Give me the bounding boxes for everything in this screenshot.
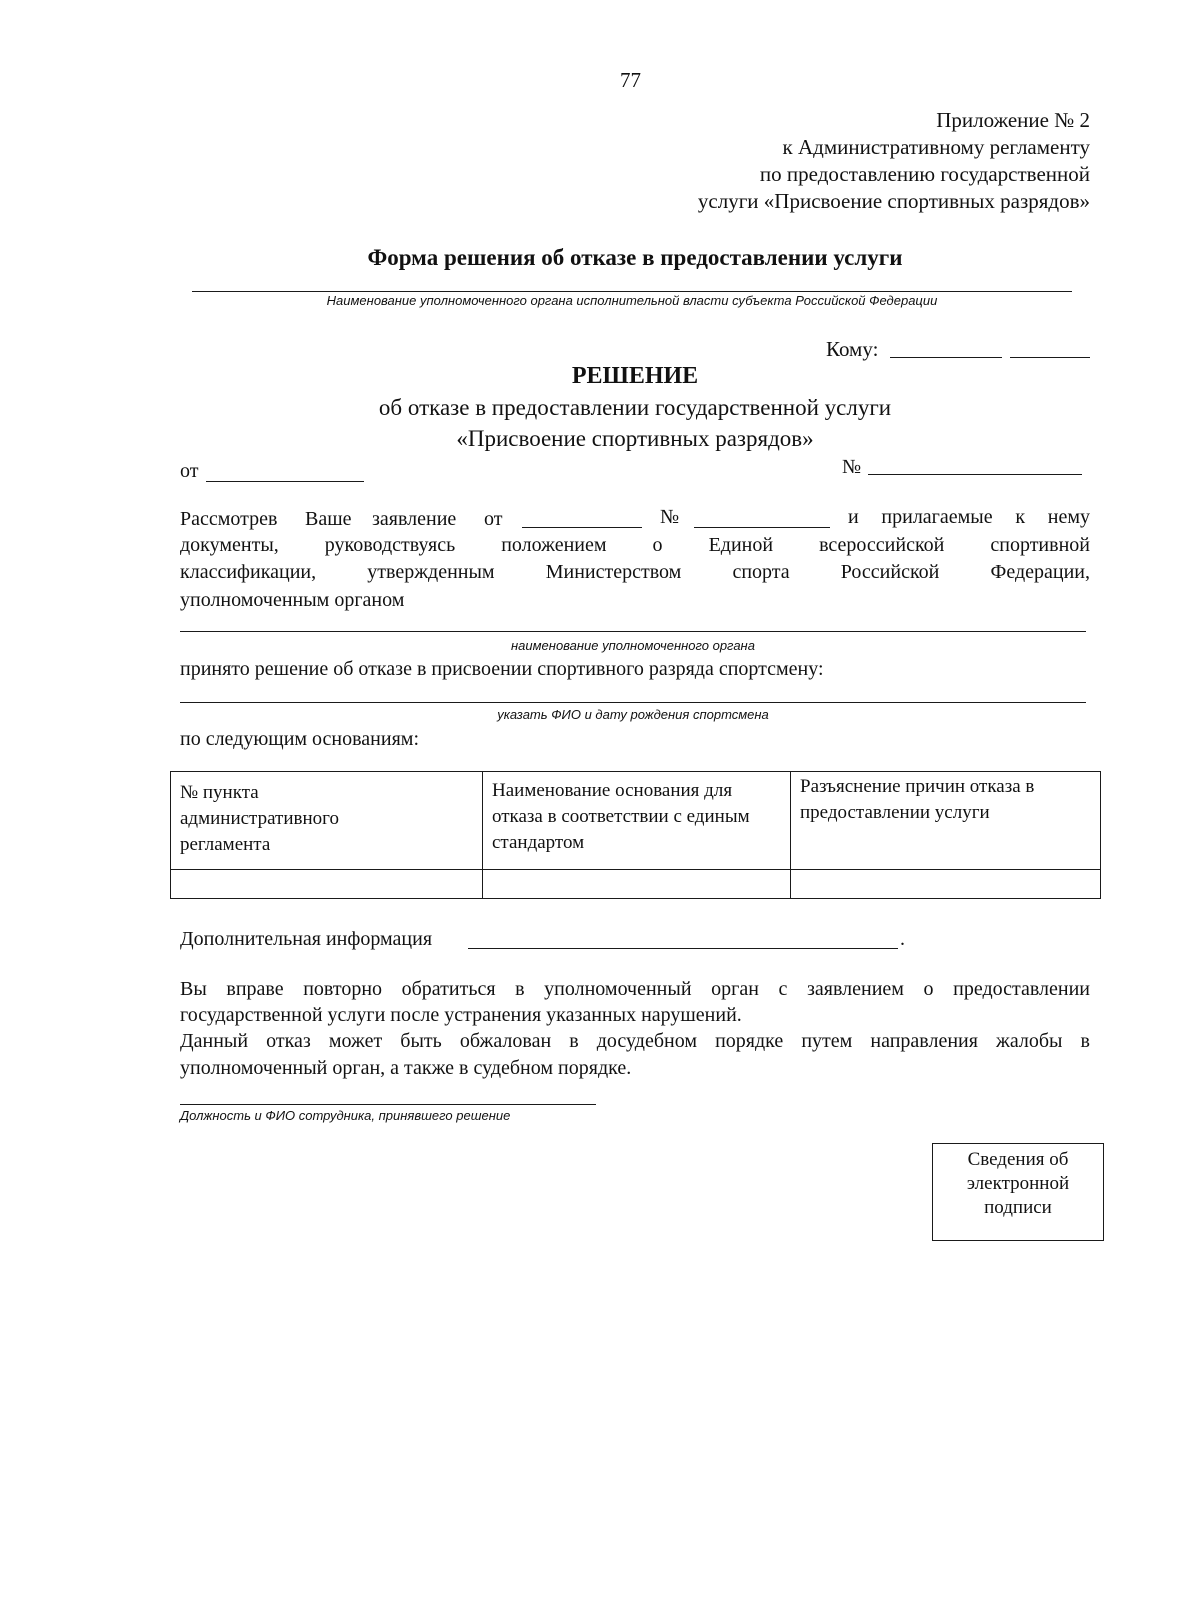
body-word-application: заявление: [372, 508, 457, 530]
athlete-caption: указать ФИО и дату рождения спортсмена: [497, 707, 769, 722]
notice-1-line-1: Вы вправе повторно обратиться в уполномоченный орган с заявлением о предоставлении: [180, 978, 1090, 1000]
table-header-1: № пункта административного регламента: [180, 782, 339, 855]
esign-line-2: электронной: [966, 1173, 1070, 1194]
body-word-from: от: [484, 508, 503, 530]
body-word-no: №: [660, 506, 680, 528]
signer-caption: Должность и ФИО сотрудника, принявшего решение: [180, 1108, 511, 1123]
esign-line-1: Сведения об: [967, 1149, 1069, 1170]
authority-name-line: [192, 291, 1072, 292]
notice-2-line-1: Данный отказ может быть обжалован в досудебном порядке путем направления жалобы в: [180, 1030, 1090, 1052]
additional-info-label: Дополнительная информация: [180, 928, 433, 950]
application-date-line: [522, 527, 642, 528]
appendix-block: [698, 107, 1090, 215]
number-label: №: [842, 456, 862, 478]
table-top-border: [170, 771, 1100, 772]
decision-subtitle-1: об отказе в предоставлении государственной услуги: [378, 395, 892, 420]
esign-box: [932, 1143, 1104, 1241]
date-field-line: [206, 481, 364, 482]
table-header-border: [170, 869, 1100, 870]
page-number: 77: [620, 68, 641, 92]
athlete-field-line: [180, 702, 1086, 703]
body-line-3: классификации, утвержденным Министерством спорта Российской Федерации,: [180, 561, 1090, 583]
application-number-line: [694, 527, 830, 528]
appendix-line-4: услуги «Присвоение спортивных разрядов»: [697, 189, 1090, 213]
table-col-divider-1: [482, 771, 483, 899]
authority-name-caption: наименование уполномоченного органа: [511, 638, 755, 653]
table-col-divider-2: [790, 771, 791, 899]
table-right-border: [1100, 771, 1101, 899]
grounds-label: по следующим основаниям:: [180, 728, 420, 750]
additional-info-line: [468, 948, 898, 949]
appendix-line-3: по предоставлению государственной: [759, 162, 1090, 186]
appendix-line-1: Приложение № 2: [936, 108, 1090, 132]
table-left-border: [170, 771, 171, 899]
body-word-considering: Рассмотрев: [180, 508, 278, 530]
esign-line-3: подписи: [984, 1197, 1052, 1218]
body-word-your: Ваше: [305, 508, 352, 530]
number-field-line: [868, 474, 1082, 475]
authority-caption: Наименование уполномоченного органа исполнительной власти субъекта Российской Федерации: [326, 293, 938, 308]
form-title: Форма решения об отказе в предоставлении услуги: [367, 245, 903, 270]
body-line-2: документы, руководствуясь положением о Единой всероссийской спортивной: [180, 534, 1090, 556]
notice-2-line-2: уполномоченный орган, а также в судебном порядке.: [180, 1057, 632, 1079]
table-header-2: Наименование основания для отказа в соответствии с единым стандартом: [492, 780, 750, 853]
authority-field-line: [180, 631, 1086, 632]
decision-heading: РЕШЕНИЕ: [571, 363, 699, 389]
table-bottom-border: [170, 898, 1100, 899]
signer-line: [180, 1104, 596, 1105]
table-header-3: Разъяснение причин отказа в предоставлении услуги: [800, 776, 1035, 823]
additional-info-period: .: [900, 928, 905, 950]
appendix-line-2: к Административному регламенту: [782, 135, 1090, 159]
decision-subtitle-2: «Присвоение спортивных разрядов»: [456, 426, 814, 451]
decision-taken-text: принято решение об отказе в присвоении спортивного разряда спортсмену:: [180, 658, 824, 680]
to-field-line-2: [1010, 357, 1090, 358]
date-label: от: [180, 460, 199, 482]
body-word-attached: и прилагаемые к нему: [848, 506, 1090, 528]
body-line-4: уполномоченным органом: [180, 589, 405, 611]
notice-1-line-2: государственной услуги после устранения указанных нарушений.: [180, 1004, 742, 1026]
to-label: Кому:: [826, 337, 879, 361]
to-field-line-1: [890, 357, 1002, 358]
